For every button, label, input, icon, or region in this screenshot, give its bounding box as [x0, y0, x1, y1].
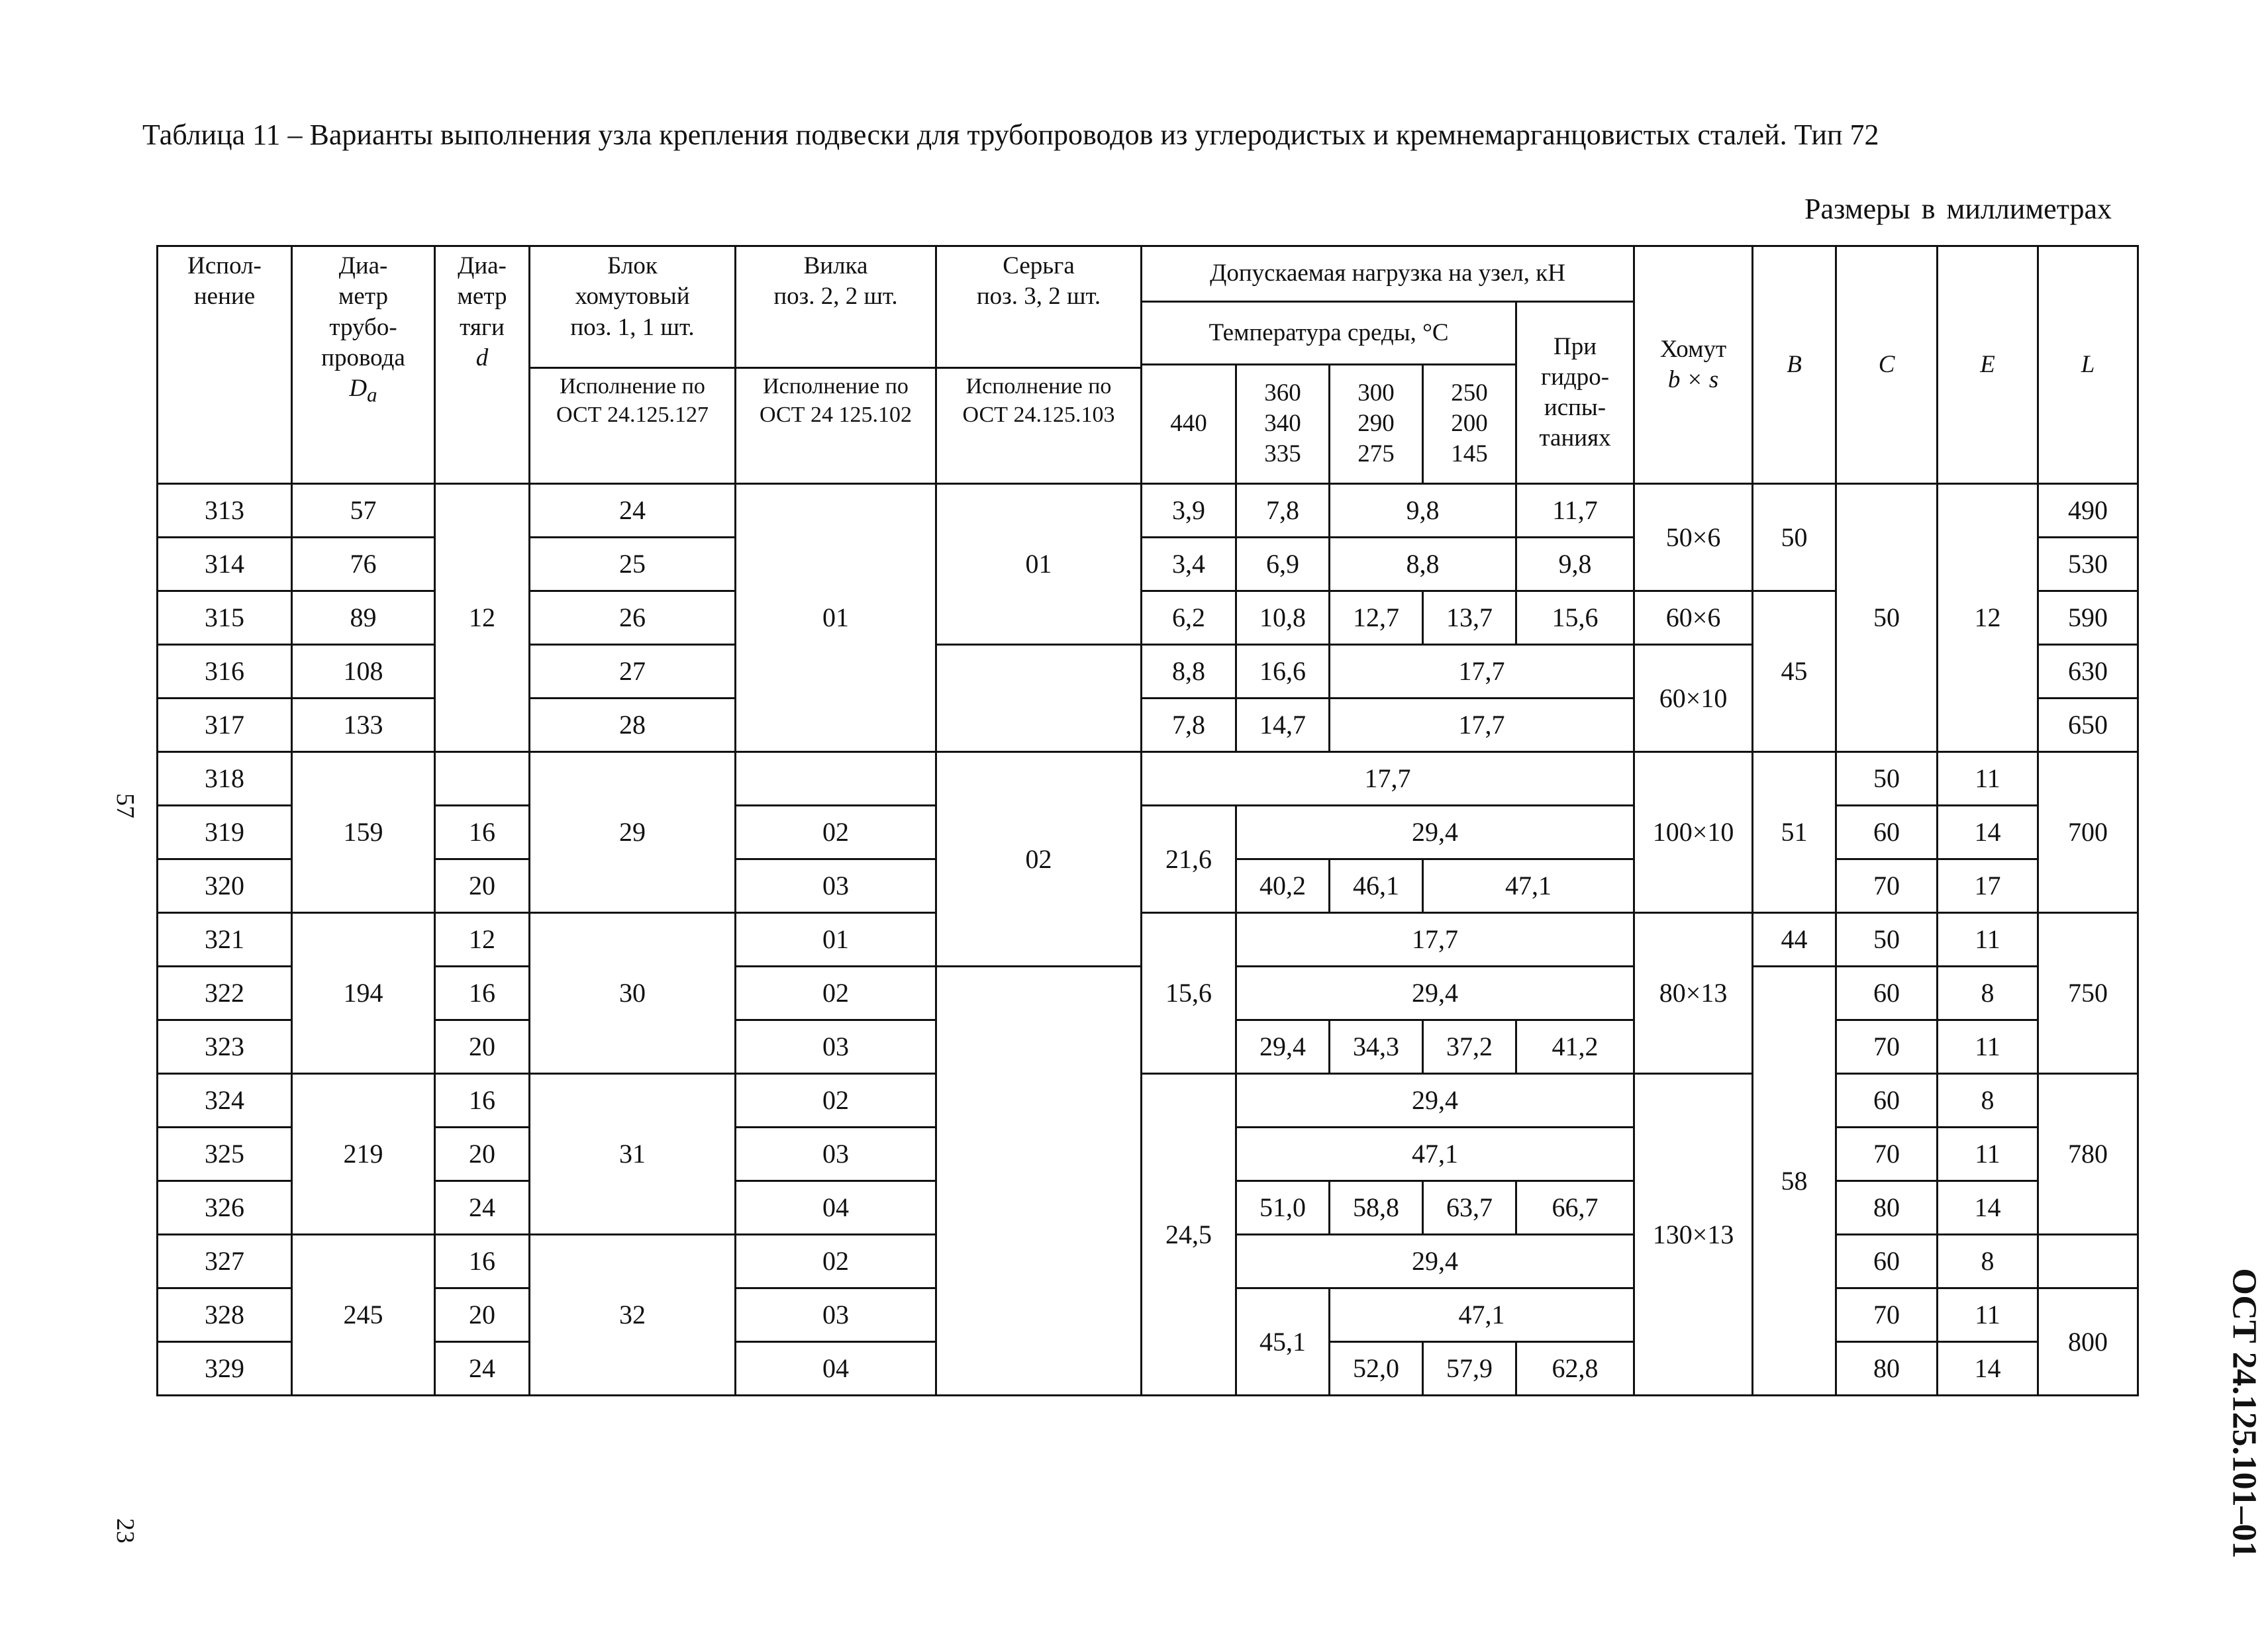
cell-E: 14: [1938, 1342, 2038, 1396]
header-gidro: [1516, 302, 1634, 484]
cell-gidro: 62,8: [1516, 1342, 1634, 1396]
cell-da: 133: [292, 699, 435, 752]
cell-gidro: 15,6: [1516, 591, 1634, 645]
header-diam-tyagi-sym: d: [475, 344, 489, 371]
cell-homut: 60×10: [1634, 645, 1753, 752]
cell-d: 12: [435, 484, 530, 752]
cell-da: 245: [292, 1235, 435, 1396]
cell-serga: 01: [936, 484, 1142, 645]
cell-B: 45: [1753, 591, 1836, 752]
cell-n250-gidro: 47,1: [1423, 859, 1634, 913]
cell-n440: 8,8: [1142, 645, 1236, 699]
cell-vilka: 02: [736, 967, 936, 1020]
cell-L: 630: [2038, 645, 2138, 699]
cell-E: 14: [1938, 806, 2038, 859]
header-blok: [530, 246, 736, 368]
cell-blok: 31: [530, 1074, 736, 1235]
cell-n360-gidro: 29,4: [1236, 967, 1634, 1020]
cell-isp: 317: [158, 699, 292, 752]
cell-E: 17: [1938, 859, 2038, 913]
cell-homut: 80×13: [1634, 913, 1753, 1074]
header-vilka-text: Вилка поз. 2, 2 шт.: [773, 252, 898, 311]
cell-vilka: 01: [736, 913, 936, 967]
document-code: ОСТ 24.125.101–01: [2225, 1268, 2263, 1559]
cell-d: 20: [435, 1128, 530, 1181]
cell-d-empty: [435, 752, 530, 806]
cell-isp: 315: [158, 591, 292, 645]
cell-homut: 130×13: [1634, 1074, 1753, 1396]
cell-n300-250: 9,8: [1330, 484, 1516, 538]
cell-C: 70: [1836, 1020, 1938, 1074]
cell-n300: 12,7: [1330, 591, 1423, 645]
cell-vilka: 04: [736, 1342, 936, 1396]
cell-vilka: 01: [736, 484, 936, 752]
cell-E: 11: [1938, 1128, 2038, 1181]
cell-n300: 34,3: [1330, 1020, 1423, 1074]
header-diam-tyagi-text: Диа- метр тяги: [457, 252, 507, 341]
cell-n300-250: 8,8: [1330, 538, 1516, 591]
header-t250-text: 250 200 145: [1451, 379, 1488, 468]
header-diam-tyagi: [435, 246, 530, 484]
cell-d: 16: [435, 1235, 530, 1288]
cell-E: 11: [1938, 1288, 2038, 1342]
cell-B: 58: [1753, 967, 1836, 1396]
cell-blok: 24: [530, 484, 736, 538]
cell-n360-gidro: 29,4: [1236, 1074, 1634, 1128]
cell-blok: 27: [530, 645, 736, 699]
header-vilka-ost-text: Исполнение по ОСТ 24 125.102: [760, 374, 912, 427]
cell-blok: 30: [530, 913, 736, 1074]
header-C: C: [1836, 246, 1938, 484]
cell-n250: 57,9: [1423, 1342, 1516, 1396]
cell-E: 8: [1938, 967, 2038, 1020]
header-blok-ost: [530, 368, 736, 484]
cell-n360-gidro: 47,1: [1236, 1128, 1634, 1181]
header-diam-trub-sym: D: [349, 375, 368, 402]
cell-n440: 15,6: [1142, 913, 1236, 1074]
cell-vilka: 02: [736, 1235, 936, 1288]
cell-C: 80: [1836, 1181, 1938, 1235]
cell-n360: 45,1: [1236, 1288, 1330, 1396]
cell-n360-gidro: 29,4: [1236, 806, 1634, 859]
cell-d: 24: [435, 1342, 530, 1396]
cell-C: 60: [1836, 1235, 1938, 1288]
cell-L: 590: [2038, 591, 2138, 645]
cell-isp: 324: [158, 1074, 292, 1128]
cell-n300-gidro: 17,7: [1330, 645, 1634, 699]
cell-da: 219: [292, 1074, 435, 1235]
header-diam-trub-sub: a: [367, 383, 377, 407]
cell-isp: 329: [158, 1342, 292, 1396]
cell-d: 20: [435, 1288, 530, 1342]
cell-C: 60: [1836, 967, 1938, 1020]
cell-isp: 319: [158, 806, 292, 859]
header-homut-text: Хомут: [1659, 335, 1727, 363]
cell-n360: 14,7: [1236, 699, 1330, 752]
cell-L: 800: [2038, 1288, 2138, 1396]
cell-B: 44: [1753, 913, 1836, 967]
header-blok-text: Блок хомутовый поз. 1, 1 шт.: [570, 252, 695, 341]
cell-d: 20: [435, 859, 530, 913]
cell-isp: 328: [158, 1288, 292, 1342]
cell-isp: 313: [158, 484, 292, 538]
header-t440: 440: [1142, 364, 1236, 484]
cell-n300-gidro: 17,7: [1330, 699, 1634, 752]
table-row: [158, 752, 2138, 806]
cell-d: 12: [435, 913, 530, 967]
cell-n440: 24,5: [1142, 1074, 1236, 1396]
cell-n360-gidro: 29,4: [1236, 1235, 1634, 1288]
cell-vilka: 04: [736, 1181, 936, 1235]
cell-isp: 318: [158, 752, 292, 806]
cell-isp: 326: [158, 1181, 292, 1235]
cell-C: 70: [1836, 859, 1938, 913]
page-number-left: 57: [111, 793, 139, 818]
cell-d: 16: [435, 1074, 530, 1128]
cell-vilka: 02: [736, 1074, 936, 1128]
cell-da: 89: [292, 591, 435, 645]
cell-gidro: 9,8: [1516, 538, 1634, 591]
cell-n360-gidro: 17,7: [1236, 913, 1634, 967]
table-row: [158, 806, 2138, 859]
table-row: [158, 1074, 2138, 1128]
cell-da: 194: [292, 913, 435, 1074]
cell-B: 50: [1753, 484, 1836, 591]
cell-C: 70: [1836, 1128, 1938, 1181]
cell-homut: 100×10: [1634, 752, 1753, 913]
cell-isp: 320: [158, 859, 292, 913]
cell-n440: 3,4: [1142, 538, 1236, 591]
cell-blok: 32: [530, 1235, 736, 1396]
cell-n360: 51,0: [1236, 1181, 1330, 1235]
cell-da: 76: [292, 538, 435, 591]
cell-L: 490: [2038, 484, 2138, 538]
cell-L: 780: [2038, 1074, 2138, 1235]
cell-vilka: 03: [736, 1020, 936, 1074]
cell-gidro: 11,7: [1516, 484, 1634, 538]
header-t360-text: 360 340 335: [1264, 379, 1301, 468]
cell-L: 530: [2038, 538, 2138, 591]
cell-n440: 21,6: [1142, 806, 1236, 913]
cell-blok: 26: [530, 591, 736, 645]
cell-d: 24: [435, 1181, 530, 1235]
cell-blok: 29: [530, 752, 736, 913]
header-vilka: [736, 246, 936, 368]
cell-E: 8: [1938, 1074, 2038, 1128]
cell-B: 51: [1753, 752, 1836, 913]
data-table: [156, 245, 2139, 1396]
cell-serga: [936, 967, 1142, 1396]
cell-n250: 37,2: [1423, 1020, 1516, 1074]
cell-C: 60: [1836, 806, 1938, 859]
cell-blok: 28: [530, 699, 736, 752]
cell-E: 8: [1938, 1235, 2038, 1288]
header-B: B: [1753, 246, 1836, 484]
header-temperatura: Температура среды, °С: [1142, 302, 1516, 365]
cell-n250: 63,7: [1423, 1181, 1516, 1235]
table-row: [158, 484, 2138, 538]
cell-serga: 02: [936, 752, 1142, 967]
cell-vilka: 02: [736, 806, 936, 859]
header-ispolnenie: [158, 246, 292, 484]
cell-n360: 16,6: [1236, 645, 1330, 699]
cell-L: 650: [2038, 699, 2138, 752]
header-serga-ost: [936, 368, 1142, 484]
cell-E: 14: [1938, 1181, 2038, 1235]
cell-isp: 325: [158, 1128, 292, 1181]
cell-E: 11: [1938, 913, 2038, 967]
cell-homut: 60×6: [1634, 591, 1753, 645]
header-serga: [936, 246, 1142, 368]
cell-n250: 13,7: [1423, 591, 1516, 645]
cell-isp: 316: [158, 645, 292, 699]
cell-n360: 6,9: [1236, 538, 1330, 591]
cell-n360: 10,8: [1236, 591, 1330, 645]
page-number-bottom: 23: [111, 1518, 139, 1543]
cell-L: 750: [2038, 913, 2138, 1074]
cell-isp: 322: [158, 967, 292, 1020]
header-homut-sym: b × s: [1667, 366, 1719, 393]
cell-vilka: 03: [736, 1128, 936, 1181]
cell-E: 12: [1938, 484, 2038, 752]
cell-C: 70: [1836, 1288, 1938, 1342]
header-diam-trub-text: Диа- метр трубо- провода: [321, 252, 405, 371]
table-row: [158, 913, 2138, 967]
header-E: E: [1938, 246, 2038, 484]
cell-n440: 3,9: [1142, 484, 1236, 538]
units-note: Размеры в миллиметрах: [1804, 193, 2112, 225]
cell-d: 20: [435, 1020, 530, 1074]
header-t300-text: 300 290 275: [1357, 379, 1395, 468]
cell-da: 108: [292, 645, 435, 699]
cell-isp: 314: [158, 538, 292, 591]
cell-vilka: 03: [736, 1288, 936, 1342]
header-serga-text: Серьга поз. 3, 2 шт.: [976, 252, 1101, 311]
header-t300: [1330, 364, 1423, 484]
cell-serga-empty: [936, 645, 1142, 752]
cell-gidro: 41,2: [1516, 1020, 1634, 1074]
cell-isp: 327: [158, 1235, 292, 1288]
header-diam-trub: [292, 246, 435, 484]
header-ispolnenie-text: Испол- нение: [187, 252, 262, 311]
header-t360: [1236, 364, 1330, 484]
header-vilka-ost: [736, 368, 936, 484]
cell-C: 50: [1836, 484, 1938, 752]
cell-n300: 52,0: [1330, 1342, 1423, 1396]
cell-n360: 40,2: [1236, 859, 1330, 913]
cell-L-empty: [2038, 1235, 2138, 1288]
cell-isp: 323: [158, 1020, 292, 1074]
cell-C: 60: [1836, 1074, 1938, 1128]
header-L: L: [2038, 246, 2138, 484]
header-homut: [1634, 246, 1753, 484]
cell-n300: 46,1: [1330, 859, 1423, 913]
cell-da: 159: [292, 752, 435, 913]
cell-n440: 7,8: [1142, 699, 1236, 752]
cell-d: 16: [435, 967, 530, 1020]
cell-da: 57: [292, 484, 435, 538]
cell-nagr: 17,7: [1142, 752, 1634, 806]
header-nagruzka: Допускаемая нагрузка на узел, кН: [1142, 246, 1634, 302]
cell-n360: 7,8: [1236, 484, 1330, 538]
cell-C: 80: [1836, 1342, 1938, 1396]
cell-n360: 29,4: [1236, 1020, 1330, 1074]
table-title: Таблица 11 – Варианты выполнения узла крепления подвески для трубопроводов из углеродистых и кремнемарганцовистых сталей. Тип 72: [142, 119, 1879, 151]
cell-blok: 25: [530, 538, 736, 591]
cell-E: 11: [1938, 752, 2038, 806]
cell-vilka: 03: [736, 859, 936, 913]
cell-isp: 321: [158, 913, 292, 967]
cell-n300-gidro: 47,1: [1330, 1288, 1634, 1342]
header-serga-ost-text: Исполнение по ОСТ 24.125.103: [962, 374, 1115, 427]
cell-E: 11: [1938, 1020, 2038, 1074]
header-blok-ost-text: Исполнение по ОСТ 24.125.127: [556, 374, 709, 427]
cell-L: 700: [2038, 752, 2138, 913]
header-gidro-text: При гидро- испы- таниях: [1539, 332, 1611, 452]
cell-gidro: 66,7: [1516, 1181, 1634, 1235]
cell-C: 50: [1836, 913, 1938, 967]
cell-n440: 6,2: [1142, 591, 1236, 645]
cell-homut: 50×6: [1634, 484, 1753, 591]
cell-d: 16: [435, 806, 530, 859]
cell-n300: 58,8: [1330, 1181, 1423, 1235]
cell-C: 50: [1836, 752, 1938, 806]
cell-vilka-empty: [736, 752, 936, 806]
header-t250: [1423, 364, 1516, 484]
